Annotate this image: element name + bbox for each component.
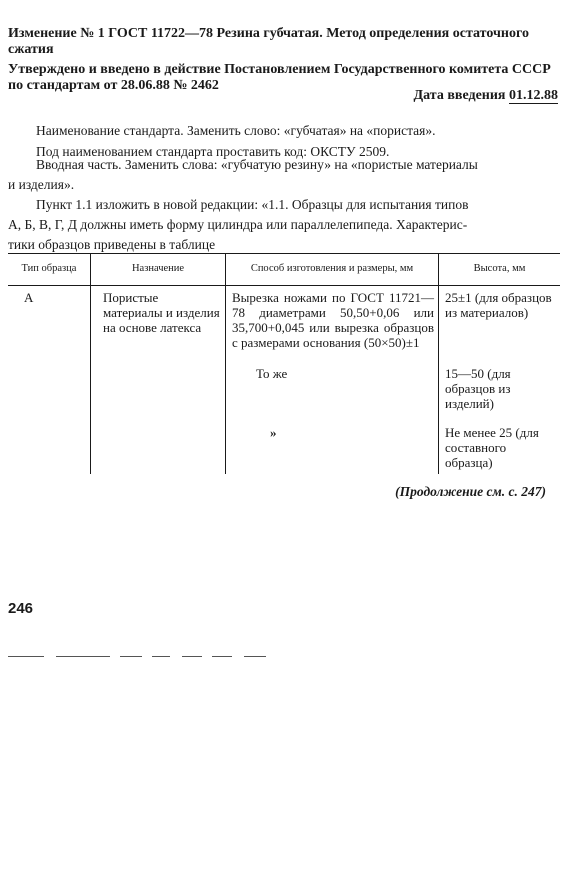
cell-height-products: 15—50 (для образцов из изделий): [439, 354, 561, 415]
footer-dash: [120, 656, 142, 657]
header-purpose: Назначение: [91, 254, 226, 286]
change-title: Изменение № 1 ГОСТ 11722—78 Резина губчатая. Метод определения остаточного сжатия: [8, 26, 529, 57]
cell-height-composite: Не менее 25 (для составного образца): [439, 415, 561, 474]
cell-method: Вырезка ножами по ГОСТ 11721—78 диаметрами 50,50+0,06 или 35,700+0,045 или вырезка образцов с размерами основания (50×50)±1: [226, 286, 439, 355]
cell-empty: [91, 415, 226, 474]
table-row: [8, 354, 560, 415]
cell-purpose: Пористые материалы и изделия на основе латекса: [91, 286, 226, 355]
effective-date-value: 01.12.88: [509, 88, 558, 103]
footer-dash: [8, 656, 44, 657]
paragraph-intro-line-1: Вводная часть. Заменить слова: «губчатую резину» на «пористые материалы: [36, 157, 478, 172]
cell-type: А: [24, 290, 34, 305]
table-row: [8, 415, 560, 474]
continued-note: (Продолжение см. с. 247): [395, 484, 546, 499]
header-method: Способ изготовления и размеры, мм: [226, 254, 439, 286]
approval-statement: Утверждено и введено в действие Постановлением Государственного комитета СССР по стандартам от 28.06.88 № 2462: [8, 62, 551, 93]
paragraph-intro: [8, 155, 558, 195]
footer-dash: [244, 656, 266, 657]
table-header-row: [8, 254, 560, 286]
cell-method-ditto: »: [226, 415, 439, 474]
cell-empty: [8, 354, 91, 415]
paragraph-code: Под наименованием стандарта проставить код: ОКСТУ 2509.: [36, 144, 390, 159]
clause-line-1: Пункт 1.1 изложить в новой редакции: «1.1. Образцы для испытания типов: [36, 197, 469, 212]
effective-date-label: Дата введения: [413, 88, 506, 103]
header-height: Высота, мм: [439, 254, 561, 286]
header-type: Тип образца: [8, 254, 91, 286]
paragraph-title-change: Наименование стандарта. Заменить слово: «губчатая» на «пористая».: [36, 123, 436, 138]
clause-line-2: А, Б, В, Г, Д должны иметь форму цилиндра или параллелепипеда. Характерис-: [8, 217, 468, 232]
footer-dash: [152, 656, 170, 657]
cell-method-same: То же: [226, 354, 439, 415]
effective-date: [414, 88, 558, 104]
footer-dash: [182, 656, 202, 657]
paragraph-intro-line-2: и изделия».: [8, 177, 75, 192]
paragraph-clause-1-1: [8, 195, 558, 255]
footer-dash: [56, 656, 110, 657]
cell-empty: [8, 415, 91, 474]
page-number: 246: [8, 600, 34, 617]
clause-line-3: тики образцов приведены в таблице: [8, 237, 216, 252]
footer-dash: [212, 656, 232, 657]
specimen-table: [8, 254, 560, 474]
table-row: [8, 286, 560, 355]
cell-empty: [91, 354, 226, 415]
cell-height: 25±1 (для образцов из материалов): [439, 286, 561, 355]
